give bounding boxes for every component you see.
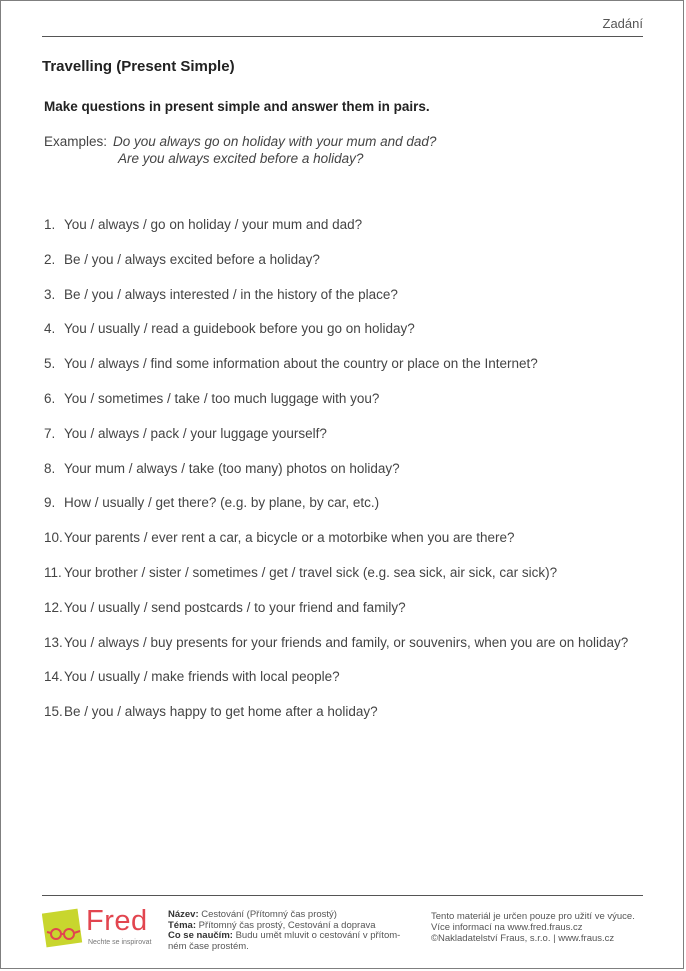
meta-name-label: Název:: [168, 909, 199, 920]
rights-notice: [431, 911, 661, 944]
question-number: 13.: [44, 634, 63, 650]
question-number: 7.: [44, 425, 56, 441]
question-number: 4.: [44, 321, 56, 337]
fred-logo: [42, 907, 162, 953]
fred-logo-icon: [42, 907, 86, 951]
question-text: Your brother / sister / sometimes / get / travel sick (e.g. sea sick, air sick, car sick)?: [64, 564, 558, 580]
question-number: 9.: [44, 495, 56, 511]
meta-topic-value: Přítomný čas prostý, Cestování a doprava: [198, 919, 376, 931]
question-item: [44, 599, 628, 634]
meta-learn-label: Co se naučím:: [168, 930, 233, 942]
question-item: [44, 251, 628, 286]
rights-line: Více informací na www.fred.fraus.cz: [431, 922, 583, 933]
question-item: [44, 286, 628, 321]
question-number: 11.: [44, 564, 62, 580]
question-text: You / usually / send postcards / to your friend and family?: [64, 599, 406, 615]
meta-learn-value-cont: ném čase prostém.: [168, 940, 249, 952]
examples-block: [44, 133, 436, 167]
question-number: 1.: [44, 217, 56, 232]
examples-label: Examples:: [44, 134, 108, 149]
question-text: Be / you / always excited before a holiday?: [64, 251, 320, 267]
question-text: Your parents / ever rent a car, a bicycle or a motorbike when you are there?: [64, 530, 515, 546]
header-divider: [42, 36, 643, 37]
example-item: Are you always excited before a holiday?: [118, 151, 364, 166]
question-text: You / always / find some information about the country or place on the Internet?: [64, 356, 538, 372]
question-number: 3.: [44, 286, 56, 302]
question-text: You / always / pack / your luggage yourself?: [64, 425, 327, 441]
question-item: [44, 564, 628, 599]
worksheet-meta: [168, 910, 423, 952]
question-item: [44, 703, 628, 738]
question-item: [44, 320, 628, 355]
question-number: 8.: [44, 460, 56, 476]
question-text: You / always / buy presents for your friends and family, or souvenirs, when you are on holiday?: [64, 634, 629, 650]
section-label: Zadání: [602, 16, 643, 31]
question-text: Your mum / always / take (too many) photos on holiday?: [64, 460, 400, 476]
question-list: [44, 216, 628, 738]
question-text: How / usually / get there? (e.g. by plane, by car, etc.): [64, 495, 380, 511]
question-item: [44, 390, 628, 425]
question-item: [44, 425, 628, 460]
question-text: Be / you / always happy to get home after a holiday?: [64, 704, 378, 720]
question-item: [44, 668, 628, 703]
meta-learn-value: Budu umět mluvit o cestování v přítom-: [235, 930, 401, 942]
question-text: You / always / go on holiday / your mum and dad?: [64, 217, 363, 232]
question-number: 15.: [44, 704, 63, 720]
footer-divider: [42, 895, 643, 896]
example-item: Do you always go on holiday with your mum and dad?: [113, 134, 437, 149]
question-item: [44, 216, 628, 251]
question-number: 14.: [44, 669, 63, 685]
question-text: You / usually / read a guidebook before you go on holiday?: [64, 321, 415, 337]
question-item: [44, 634, 628, 669]
instruction-text: Make questions in present simple and answer them in pairs.: [44, 99, 430, 114]
meta-name-value: Cestování (Přítomný čas prostý): [201, 909, 337, 920]
question-item: [44, 460, 628, 495]
question-item: [44, 529, 628, 564]
meta-topic-label: Téma:: [168, 919, 196, 931]
question-item: [44, 355, 628, 390]
question-text: You / sometimes / take / too much luggage with you?: [64, 390, 380, 406]
logo-tagline: Nechte se inspirovat: [88, 939, 152, 946]
logo-wordmark: Fred: [86, 905, 148, 937]
page-title: Travelling (Present Simple): [42, 58, 235, 75]
question-number: 2.: [44, 251, 56, 267]
question-number: 10.: [44, 530, 63, 546]
question-number: 12.: [44, 599, 63, 615]
question-number: 5.: [44, 356, 56, 372]
question-number: 6.: [44, 390, 56, 406]
question-text: You / usually / make friends with local people?: [64, 669, 340, 685]
question-text: Be / you / always interested / in the history of the place?: [64, 286, 398, 302]
rights-line: Tento materiál je určen pouze pro užití ve výuce.: [431, 911, 635, 922]
rights-line: ©Nakladatelství Fraus, s.r.o. | www.fraus.cz: [431, 933, 615, 944]
question-item: [44, 494, 628, 529]
